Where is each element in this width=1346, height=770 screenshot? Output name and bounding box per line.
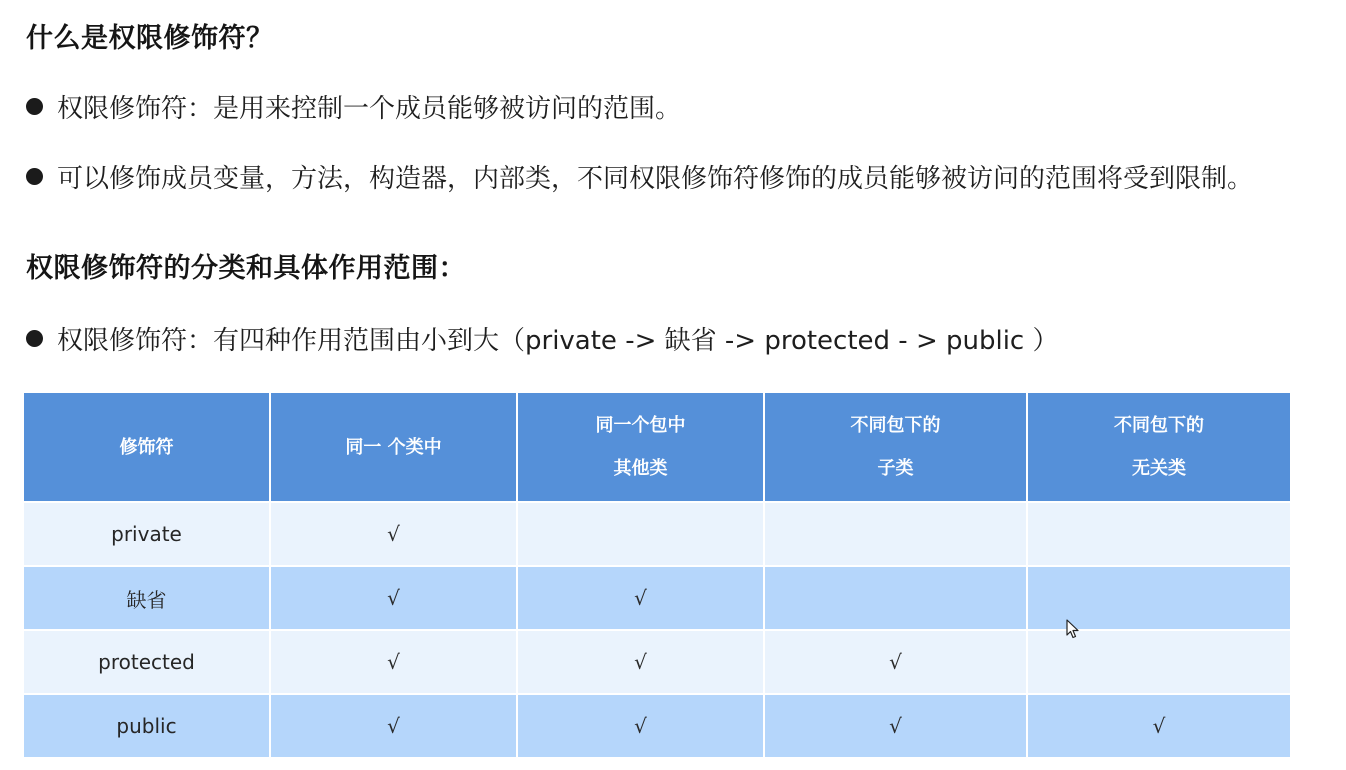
- table-row: [24, 565, 1290, 629]
- table-row: [24, 629, 1290, 693]
- bullet-item-definition: [26, 88, 681, 125]
- section-title-categories: 权限修饰符的分类和具体作用范围：: [26, 253, 466, 284]
- header-cell-subclass: 不同包下的 子类: [765, 393, 1028, 501]
- table-cell-modifier: 缺省: [24, 567, 271, 629]
- bullet-dot-icon: [26, 168, 43, 185]
- table-cell-modifier: private: [24, 503, 271, 565]
- table-cell-check: [518, 503, 765, 565]
- table-cell-check: √: [518, 567, 765, 629]
- table-cell-check: √: [518, 695, 765, 757]
- bullet-item-scope: [26, 158, 1253, 195]
- table-row: [24, 693, 1290, 757]
- header-cell-same-package: 同一个包中 其他类: [518, 393, 765, 501]
- header-cell-same-class: 同一 个类中: [271, 393, 518, 501]
- table-cell-check: [1028, 631, 1290, 693]
- table-header-row: [24, 393, 1290, 501]
- bullet-dot-icon: [26, 98, 43, 115]
- bullet-item-order: [26, 320, 1058, 357]
- table-cell-check: √: [765, 631, 1028, 693]
- table-cell-check: √: [271, 631, 518, 693]
- bullet-text-definition: 权限修饰符：是用来控制一个成员能够被访问的范围。: [57, 94, 682, 124]
- access-modifier-table: [24, 393, 1290, 757]
- table-cell-check: [765, 503, 1028, 565]
- mouse-pointer-icon: [1066, 619, 1080, 639]
- table-cell-check: √: [765, 695, 1028, 757]
- table-cell-check: √: [271, 695, 518, 757]
- bullet-text-scope: 可以修饰成员变量，方法，构造器，内部类，不同权限修饰符修饰的成员能够被访问的范围将受到限制。: [57, 164, 1254, 194]
- table-cell-check: √: [1028, 695, 1290, 757]
- table-cell-check: √: [518, 631, 765, 693]
- header-cell-modifier: 修饰符: [24, 393, 271, 501]
- section-title-what-is: 什么是权限修饰符？: [26, 23, 274, 54]
- bullet-dot-icon: [26, 330, 43, 347]
- table-cell-check: √: [271, 503, 518, 565]
- header-cell-unrelated: 不同包下的 无关类: [1028, 393, 1290, 501]
- table-cell-modifier: protected: [24, 631, 271, 693]
- table-cell-modifier: public: [24, 695, 271, 757]
- table-cell-check: [1028, 503, 1290, 565]
- table-cell-check: [765, 567, 1028, 629]
- table-row: [24, 501, 1290, 565]
- bullet-text-order: 权限修饰符：有四种作用范围由小到大（private -> 缺省 -> protected - > public ）: [57, 326, 1059, 356]
- table-cell-check: √: [271, 567, 518, 629]
